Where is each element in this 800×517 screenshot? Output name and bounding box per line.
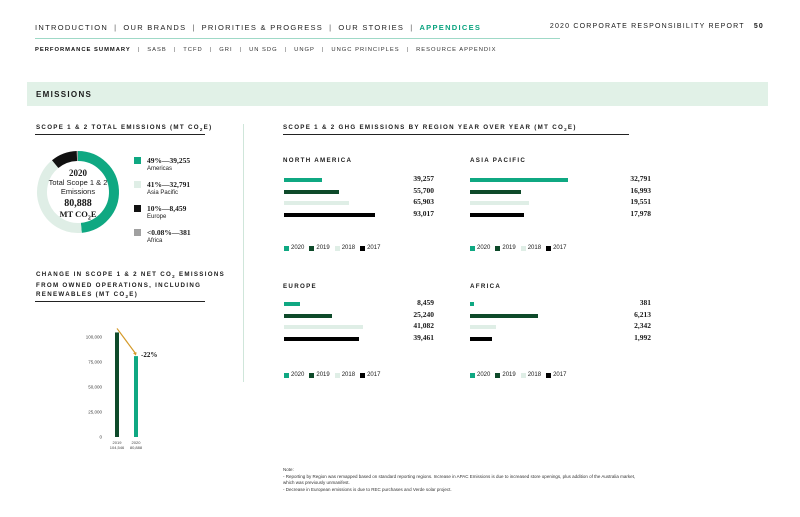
legend-swatch — [521, 373, 526, 378]
column-divider — [243, 124, 244, 382]
region-title-north-america: NORTH AMERICA — [283, 157, 353, 164]
region-title-asia-pacific: ASIA PACIFIC — [470, 157, 527, 164]
region-value-north-america-2017: 93,017 — [413, 208, 434, 218]
region-legend-europe — [284, 372, 385, 378]
legend-swatch — [309, 373, 314, 378]
report-title: 2020 CORPORATE RESPONSIBILITY REPORT — [549, 23, 745, 30]
x-tick-label: 2020 — [131, 440, 141, 445]
subnav-ungp[interactable]: UNGP — [294, 47, 315, 53]
legend-label: 2018 — [341, 372, 356, 378]
donut-desc-line1: Total Scope 1 & 2 — [48, 178, 108, 187]
x-tick-value: 104,546 — [109, 445, 125, 450]
legend-value: 41%—32,791 — [147, 180, 191, 189]
region-bar-north-america-2020 — [284, 178, 322, 182]
nav-separator: | — [114, 23, 118, 32]
region-value-north-america-2019: 55,700 — [413, 185, 434, 195]
legend-label: 2020 — [291, 245, 305, 251]
y-tick-label: 0 — [99, 434, 102, 440]
region-value-north-america-2020: 39,257 — [413, 174, 434, 183]
page-number: 50 — [753, 23, 764, 30]
legend-region: Asia Pacific — [147, 190, 179, 196]
legend-swatch — [134, 229, 141, 236]
subnav-separator: | — [137, 47, 141, 53]
region-bar-europe-2017 — [284, 337, 359, 341]
nav-separator: | — [410, 23, 414, 32]
region-bar-north-america-2017 — [284, 213, 375, 217]
subnav-sasb[interactable]: SASB — [147, 47, 167, 53]
subnav-performance-summary[interactable]: PERFORMANCE SUMMARY — [35, 47, 131, 53]
notes-heading: Note: — [283, 467, 294, 472]
y-tick-label: 25,000 — [88, 409, 102, 415]
legend-swatch — [521, 246, 526, 251]
region-title-africa: AFRICA — [470, 283, 502, 290]
nav-underline — [35, 38, 560, 39]
region-value-asia-pacific-2019: 16,993 — [630, 185, 651, 195]
legend-label: 2019 — [502, 245, 516, 251]
region-bar-africa-2018 — [470, 325, 496, 329]
region-title-europe: EUROPE — [283, 283, 317, 290]
legend-swatch — [360, 246, 365, 251]
donut-unit: MT $CO_2E$ — [59, 209, 97, 222]
region-legend-north-america — [284, 245, 385, 251]
legend-label: 2020 — [477, 372, 491, 378]
y-tick-label: 100,000 — [85, 334, 102, 340]
trend-arrow-head — [133, 352, 137, 356]
x-tick-value: 80,888 — [129, 445, 143, 450]
region-value-asia-pacific-2018: 19,551 — [630, 197, 651, 206]
region-bar-europe-2018 — [284, 325, 363, 329]
donut-slice-europe — [55, 156, 77, 164]
legend-swatch — [309, 246, 314, 251]
legend-label: 2019 — [502, 372, 516, 378]
notes-line: - Reporting by Region was remapped based on standard reporting regions. Increase in APAC Emissions is due to increased store openings, plus addition of the Australia market, — [283, 473, 636, 479]
subnav-separator: | — [239, 47, 243, 53]
donut-center-label — [38, 168, 118, 222]
region-bar-asia-pacific-2019 — [470, 190, 521, 194]
total-emissions-title: SCOPE 1 & 2 TOTAL EMISSIONS (MT $CO_2E$) — [36, 124, 213, 133]
legend-swatch — [134, 181, 141, 188]
legend-region: Europe — [147, 214, 167, 220]
subnav-separator: | — [173, 47, 177, 53]
legend-label: 2020 — [291, 372, 305, 378]
legend-value: 10%—8,459 — [147, 204, 187, 213]
legend-label: 2017 — [553, 372, 567, 378]
region-emissions-title: SCOPE 1 & 2 GHG EMISSIONS BY REGION YEAR OVER YEAR (MT $CO_2E$) — [283, 124, 577, 133]
sub-nav — [35, 47, 497, 53]
legend-label: 2017 — [367, 372, 381, 378]
legend-value: 49%—39,255 — [147, 156, 191, 165]
subnav-un-sdg[interactable]: UN SDG — [249, 47, 278, 53]
section-band — [27, 82, 768, 106]
nav-our-stories[interactable]: OUR STORIES — [338, 23, 405, 32]
region-value-africa-2018: 2,342 — [634, 321, 651, 330]
footnotes — [283, 467, 635, 493]
x-tick-label: 2019 — [112, 440, 122, 445]
change-emissions-title: CHANGE IN SCOPE 1 & 2 NET $CO_2$ EMISSIONS FROM OWNED OPERATIONS, INCLUDING RENEWABLES (MT $CO_2E$) — [36, 271, 226, 300]
nav-appendices[interactable]: APPENDICES — [419, 23, 482, 32]
region-bar-asia-pacific-2018 — [470, 201, 529, 205]
region-bar-europe-2020 — [284, 302, 300, 306]
region-bar-north-america-2019 — [284, 190, 339, 194]
trend-arrow-line — [117, 328, 136, 354]
y-tick-label: 75,000 — [88, 359, 102, 365]
subnav-separator: | — [321, 47, 325, 53]
region-value-north-america-2018: 65,903 — [413, 197, 434, 206]
nav-separator: | — [192, 23, 196, 32]
legend-swatch — [134, 205, 141, 212]
region-bar-africa-2017 — [470, 337, 492, 341]
subnav-ungc-principles[interactable]: UNGC PRINCIPLES — [331, 47, 400, 53]
region-bar-africa-2020 — [470, 302, 474, 306]
donut-total-value: 80,888 — [64, 198, 92, 209]
total-emissions-rule — [35, 134, 205, 135]
change-annotation: -22% — [141, 351, 158, 360]
legend-label: 2018 — [527, 245, 542, 251]
notes-line: - Decrease in European emissions is due to REC purchases and Verde solar project. — [283, 486, 452, 492]
subnav-resource-appendix[interactable]: RESOURCE APPENDIX — [416, 47, 497, 53]
region-legend-asia-pacific — [470, 245, 571, 251]
subnav-separator: | — [209, 47, 213, 53]
legend-label: 2018 — [527, 372, 542, 378]
region-legend-africa — [470, 372, 571, 378]
region-value-europe-2018: 41,082 — [413, 321, 434, 330]
legend-label: 2017 — [553, 245, 567, 251]
notes-line: which was previously unmanifest. — [283, 480, 350, 485]
legend-value: <0.08%—381 — [147, 228, 191, 237]
region-value-africa-2017: 1,992 — [634, 332, 651, 342]
legend-swatch — [546, 373, 551, 378]
section-title: EMISSIONS — [36, 90, 93, 99]
donut-desc-line2: Emissions — [60, 187, 96, 196]
region-bar-asia-pacific-2020 — [470, 178, 568, 182]
legend-label: 2017 — [367, 245, 381, 251]
region-value-europe-2017: 39,461 — [413, 332, 434, 342]
nav-our-brands[interactable]: OUR BRANDS — [123, 23, 187, 32]
y-tick-label: 50,000 — [88, 384, 102, 390]
donut-year: 2020 — [69, 168, 87, 178]
nav-separator: | — [329, 23, 333, 32]
nav-introduction[interactable]: INTRODUCTION — [35, 23, 109, 32]
nav-priorities-progress[interactable]: PRIORITIES & PROGRESS — [201, 23, 324, 32]
legend-region: Americas — [147, 166, 173, 172]
region-bar-africa-2019 — [470, 314, 538, 318]
report-header — [550, 23, 764, 30]
subnav-tcfd[interactable]: TCFD — [183, 47, 203, 53]
legend-swatch — [495, 246, 500, 251]
legend-label: 2020 — [477, 245, 491, 251]
region-bar-europe-2019 — [284, 314, 332, 318]
legend-swatch — [470, 373, 475, 378]
change-bar-chart — [72, 322, 182, 457]
legend-label: 2019 — [316, 245, 330, 251]
legend-region: Africa — [147, 238, 163, 244]
region-value-europe-2020: 8,459 — [417, 298, 434, 307]
top-nav — [35, 23, 481, 32]
legend-swatch — [284, 373, 289, 378]
subnav-separator: | — [284, 47, 288, 53]
legend-swatch — [335, 373, 340, 378]
legend-swatch — [360, 373, 365, 378]
region-value-africa-2019: 6,213 — [634, 309, 651, 319]
region-value-asia-pacific-2020: 32,791 — [630, 174, 651, 183]
legend-label: 2019 — [316, 372, 330, 378]
change-bar-2019 — [115, 332, 119, 437]
region-value-europe-2019: 25,240 — [413, 309, 434, 319]
legend-label: 2018 — [341, 245, 356, 251]
legend-swatch — [335, 246, 340, 251]
legend-swatch — [470, 246, 475, 251]
region-bar-asia-pacific-2017 — [470, 213, 524, 217]
subnav-separator: | — [406, 47, 410, 53]
subnav-gri[interactable]: GRI — [219, 47, 233, 53]
legend-swatch — [284, 246, 289, 251]
legend-swatch — [546, 246, 551, 251]
region-emissions-rule — [283, 134, 629, 135]
legend-swatch — [134, 157, 141, 164]
region-bar-north-america-2018 — [284, 201, 349, 205]
legend-swatch — [495, 373, 500, 378]
change-emissions-rule — [35, 301, 205, 302]
region-value-asia-pacific-2017: 17,978 — [630, 208, 651, 218]
change-bar-2020 — [134, 356, 138, 437]
region-value-africa-2020: 381 — [639, 298, 651, 307]
